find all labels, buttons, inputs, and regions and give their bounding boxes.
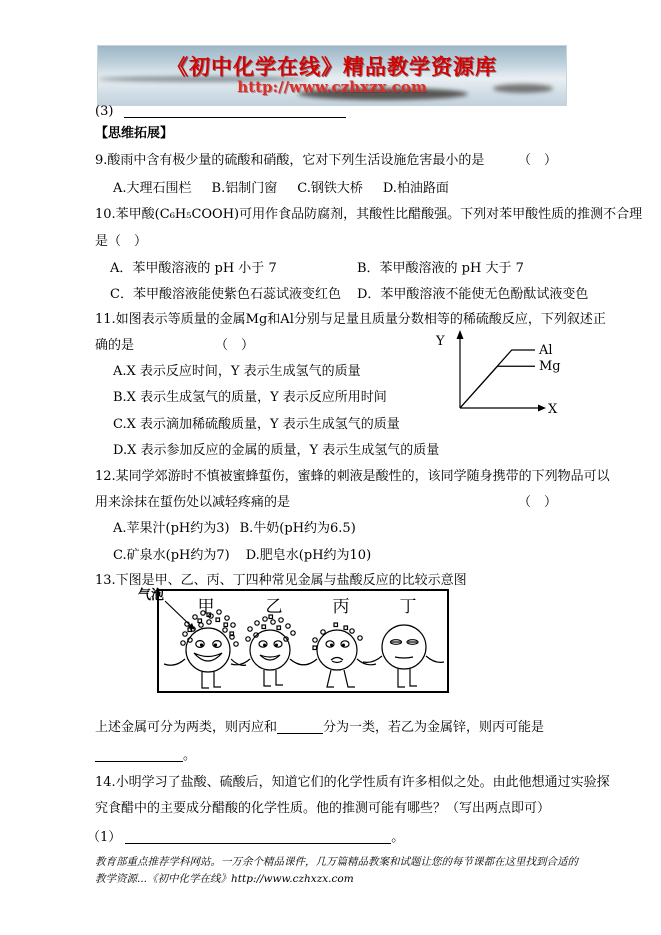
question-12-text-line1: 12.某同学郊游时不慎被蜜蜂蜇伤，蜜蜂的刺液是酸性的，该同学随身携带的下列物品可以 [95,469,610,484]
blank-3-underline [124,104,346,118]
q14-blank1-label: （1） [87,830,122,845]
q13-fill-period: 。 [183,748,197,763]
chart-x-axis-label: X [548,402,558,417]
chart-series [460,343,561,408]
q13-fill-pre: 上述金属可分为两类，则丙应和 [95,720,278,735]
footer-line2 [95,872,354,887]
metal-label-bing: 丙 [332,597,350,617]
q13-fill-post: 分为一类，若乙为金属锌，则丙可能是 [323,720,545,735]
chart-series-label-mg: Mg [539,359,561,375]
q12-option-b: B.牛奶(pH约为6.5) [239,521,356,536]
banner-image [97,45,567,106]
question-10-text-line2: 是（ ） [95,234,148,249]
question-11-bracket: （ ） [215,338,255,353]
q10-option-c: C．苯甲酸溶液能使紫色石蕊试液变红色 [110,287,341,302]
q9-option-c: C.钢铁大桥 [297,181,363,196]
q9-option-a: A.大理石围栏 [113,181,192,196]
q11-option-a: A.X 表示反应时间，Y 表示生成氢气的质量 [113,364,361,379]
reaction-progress-chart [430,328,562,422]
banner-url: http://www.czhxzx.com [237,78,427,96]
metal-bing-figure [298,623,376,687]
q10-option-d: D．苯甲酸溶液不能使无色酚酞试液变色 [357,287,589,302]
question-9-bracket: （ ） [518,153,558,168]
bing-bubbles [313,623,362,650]
q10-option-a: A．苯甲酸溶液的 pH 小于 7 [110,261,277,276]
metal-label-ding: 丁 [399,597,417,617]
question-11-text-line2: 确的是 [95,338,135,353]
chart-series-label-al: Al [539,343,553,358]
question-13-text: 13.下图是甲、乙、丙、丁四种常见金属与盐酸反应的比较示意图 [95,573,467,588]
section-heading: 【思维拓展】 [95,126,174,141]
q11-option-c: C.X 表示滴加稀硫酸质量，Y 表示生成氢气的质量 [113,417,400,432]
question-14-text-line1: 14.小明学习了盐酸、硫酸后，知道它们的化学性质有许多相似之处。由此他想通过实验探 [95,775,610,790]
q12-option-a: A.苹果汁(pH约为3) [113,521,230,536]
footer-line1: 教育部重点推荐学科网站。一万余个精品课件，几万篇精品教案和试题让您的每节课都在这里找到合适的 [95,856,578,868]
question-12-bracket: （ ） [518,495,558,510]
blank-3-label: (3) [95,104,114,119]
question-10-text-line1: 10.苯甲酸(C₆H₅COOH)可用作食品防腐剂，其酸性比醋酸强。下列对苯甲酸性质的推测不合理 [95,207,643,222]
q12-option-c: C.矿泉水(pH约为7) [113,548,230,563]
q14-blank1-underline [125,830,391,844]
chart-y-axis-label: Y [436,334,445,349]
q13-fill-line2 [95,748,196,763]
q13-fill-line1 [95,720,544,735]
q12-options-row2 [113,548,371,563]
q10-option-b: B．苯甲酸溶液的 pH 大于 7 [357,261,524,276]
q14-blank1-period: 。 [391,830,405,845]
q12-option-d: D.肥皂水(pH约为10) [245,548,372,563]
question-11-text-line1: 11.如图表示等质量的金属Mg和Al分别与足量且质量分数相等的稀硫酸反应，下列叙述正 [95,312,606,327]
chart-y-arrow [457,330,464,339]
metal-label-yi: 乙 [265,597,283,617]
banner-title: 《初中化学在线》精品教学资源库 [167,54,497,79]
blank-3-line [95,104,346,119]
q13-blank-1 [277,720,323,734]
question-12-text-line2: 用来涂抹在蜇伤处以减轻疼痛的是 [95,495,291,510]
footer-line2-text: 教学资源...《初中化学在线》 [95,873,232,885]
metal-reaction-diagram [138,583,450,695]
question-9-options [113,181,449,196]
yi-bubbles [246,615,295,641]
bubble-annotation-arrow [165,601,192,627]
question-9-text: 9.酸雨中含有极少量的硫酸和硝酸，它对下列生活设施危害最小的是 [95,153,485,168]
metal-jia-figure [164,610,246,688]
q11-option-d: D.X 表示参加反应的金属的质量，Y 表示生成氢气的质量 [113,443,440,458]
q11-option-b: B.X 表示生成氢气的质量，Y 表示反应所用时间 [113,390,387,405]
q9-option-b: B.铝制门窗 [211,181,278,196]
footer-url: http://www.czhxzx.com [231,873,354,885]
q13-blank-2 [95,748,183,762]
chart-x-arrow [538,405,546,412]
metal-yi-figure [231,615,309,686]
metal-ding-figure [363,625,444,687]
question-14-text-line2: 究食醋中的主要成分醋酸的化学性质。他的推测可能有哪些？（写出两点即可） [95,801,551,816]
q14-answer-line1 [87,830,404,845]
metal-label-jia: 甲 [197,597,215,617]
q9-option-d: D.柏油路面 [382,181,449,196]
q12-options-row1 [113,521,356,536]
bubble-annotation-label: 气泡 [138,588,165,603]
